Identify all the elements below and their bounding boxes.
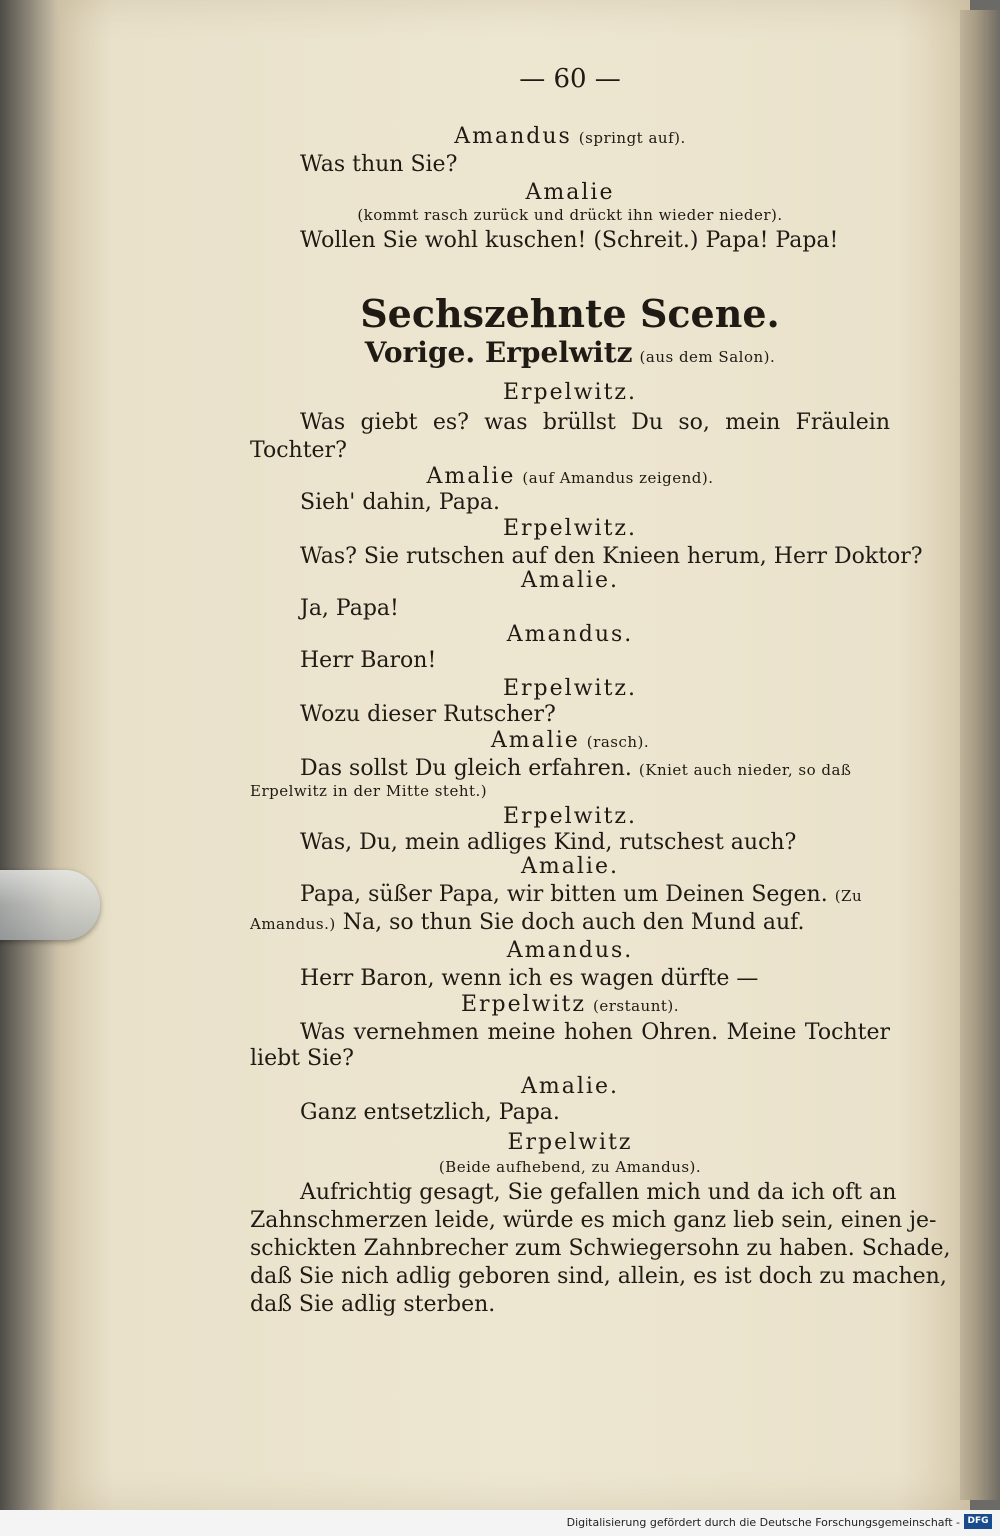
scene-title: Sechszehnte Scene. [360, 291, 780, 336]
speaker-name: Amalie. [521, 568, 619, 593]
scene-cast-names: Vorige. Erpelwitz [364, 336, 633, 369]
stage-direction: Erpelwitz in der Mitte steht.) [250, 782, 488, 800]
dialogue-line: Was thun Sie? [300, 152, 458, 177]
speaker-name: Amandus. [506, 938, 634, 963]
dialogue-line: Tochter? [250, 438, 347, 463]
stage-direction: (rasch). [586, 733, 650, 751]
speaker-name: Amalie [490, 728, 580, 753]
dialogue-text: Das sollst Du gleich erfahren. [300, 756, 632, 781]
dialogue-text: Papa, süßer Papa, wir bitten um Deinen Segen. [300, 882, 828, 907]
dialogue-line: Aufrichtig gesagt, Sie gefallen mich und da ich oft an [300, 1180, 897, 1205]
dialogue-line: Was? Sie rutschen auf den Knieen herum, Herr Doktor? [300, 544, 923, 569]
page-text [250, 0, 951, 1510]
stage-direction: (Zu [834, 887, 863, 905]
speaker-name: Erpelwitz [507, 1130, 633, 1155]
dialogue-line: Ja, Papa! [300, 596, 399, 621]
dialogue-line: liebt Sie? [250, 1046, 354, 1071]
speaker-name: Amalie [426, 464, 516, 489]
dialogue-line: Was, Du, mein adliges Kind, rutschest auch? [300, 830, 797, 855]
dialogue-line: Was vernehmen meine hohen Ohren. Meine Tochter [300, 1020, 890, 1045]
stage-direction: (springt auf). [578, 129, 686, 147]
dialogue-text: Na, so thun Sie doch auch den Mund auf. [342, 910, 805, 935]
dialogue-line: Was giebt es? was brüllst Du so, mein Fräulein [300, 410, 890, 435]
stage-direction: (auf Amandus zeigend). [522, 469, 714, 487]
speaker-name: Erpelwitz [460, 992, 586, 1017]
speaker-name: Amandus. [506, 622, 634, 647]
stage-direction: (kommt rasch zurück und drückt ihn wieder nieder). [357, 206, 783, 224]
stage-direction: (Beide aufhebend, zu Amandus). [438, 1158, 702, 1176]
dialogue-line: Wollen Sie wohl kuschen! (Schreit.) Papa! Papa! [300, 228, 839, 253]
stage-direction: (Kniet auch nieder, so daß [638, 761, 852, 779]
speaker-line [250, 122, 890, 153]
stage-direction: (erstaunt). [592, 997, 680, 1015]
speaker-line [250, 990, 890, 1021]
speaker-name: Amandus [454, 124, 572, 149]
scene-cast [250, 338, 890, 372]
dialogue-line: Herr Baron, wenn ich es wagen dürfte — [300, 966, 759, 991]
dialogue-line: Sieh' dahin, Papa. [300, 490, 501, 515]
speaker-line [250, 726, 890, 757]
dialogue-line: Zahnschmerzen leide, würde es mich ganz lieb sein, einen je- [250, 1208, 937, 1233]
speaker-name: Amalie [525, 180, 615, 205]
speaker-name: Amalie. [521, 1074, 619, 1099]
page-number: — 60 — [519, 64, 621, 94]
dialogue-line: schickten Zahnbrecher zum Schwiegersohn zu haben. Schade, [250, 1236, 951, 1261]
dialogue-line: Wozu dieser Rutscher? [300, 702, 556, 727]
dialogue-line: daß Sie nich adlig geboren sind, allein, es ist doch zu machen, [250, 1264, 947, 1289]
stage-direction: Amandus.) [250, 915, 336, 933]
speaker-name: Amalie. [521, 854, 619, 879]
book-right-edge [960, 10, 1000, 1500]
dialogue-line [250, 908, 890, 939]
dialogue-line: Ganz entsetzlich, Papa. [300, 1100, 560, 1125]
footer-credit: Digitalisierung gefördert durch die Deutsche Forschungsgemeinschaft - [566, 1516, 960, 1529]
glass-page-weight [0, 870, 100, 940]
dialogue-line [250, 880, 940, 911]
stage-direction: (aus dem Salon). [639, 348, 776, 366]
speaker-name: Erpelwitz. [502, 676, 637, 701]
speaker-name: Erpelwitz. [502, 380, 637, 405]
dialogue-line: daß Sie adlig sterben. [250, 1292, 496, 1317]
speaker-name: Erpelwitz. [502, 804, 637, 829]
speaker-name: Erpelwitz. [502, 516, 637, 541]
dialogue-line: Herr Baron! [300, 648, 437, 673]
dfg-logo: DFG [964, 1514, 992, 1529]
